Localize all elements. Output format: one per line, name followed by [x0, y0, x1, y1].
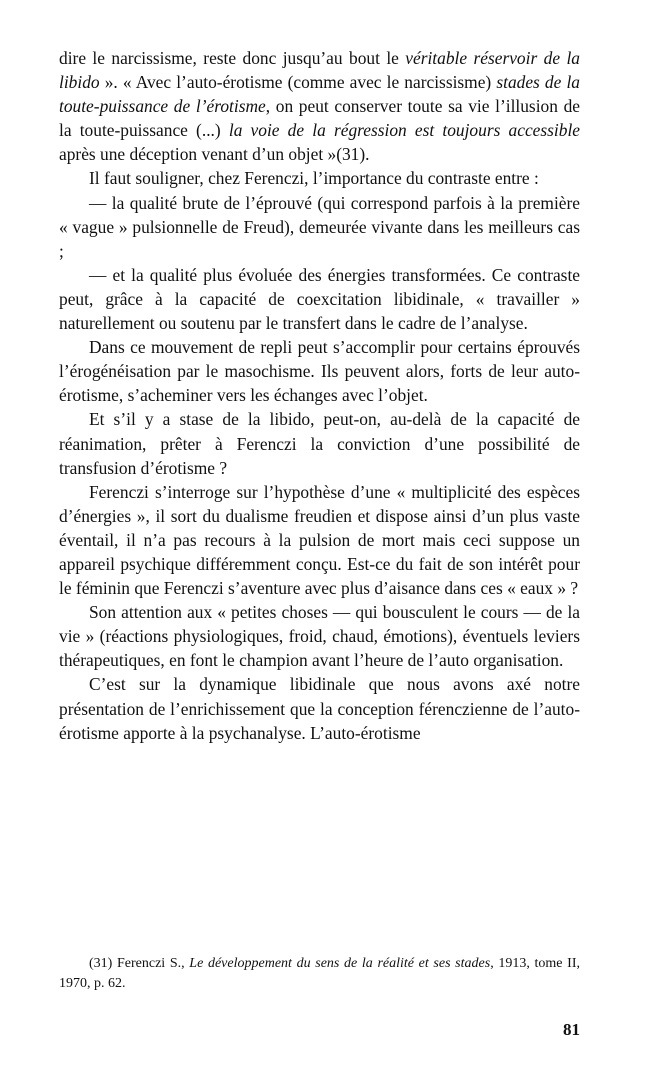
text-run: Dans ce mouvement de repli peut s’accomplir pour certains éprouvés l’érogénéisation par le masochisme. Ils peuvent alors, forts de leur auto-érotisme, s’acheminer vers les échanges avec l’objet. — [59, 337, 580, 406]
paragraph — [59, 46, 580, 166]
paragraph — [59, 166, 580, 190]
paragraph — [59, 263, 580, 335]
italic-text-run: Le développement du sens de la réalité et ses stades — [189, 956, 491, 971]
text-run: Il faut souligner, chez Ferenczi, l’importance du contraste entre : — [89, 168, 539, 189]
italic-text-run: véritable réservoir de la libido — [59, 48, 580, 93]
book-page — [59, 46, 580, 1039]
body-text — [59, 46, 580, 745]
paragraph — [59, 600, 580, 672]
text-run: (31) Ferenczi S., — [89, 956, 190, 971]
paragraph — [59, 480, 580, 600]
text-run: ». « Avec l’auto-érotisme (comme avec le narcissisme) — [99, 72, 497, 93]
text-run: après une déception venant d’un objet »(31). — [59, 144, 370, 165]
text-run: — la qualité brute de l’éprouvé (qui correspond parfois à la première « vague » pulsionnelle de Freud), demeurée vivante dans les meilleurs cas ; — [59, 192, 580, 261]
text-run: , on peut conserver toute sa vie l’illusion de la toute-puissance (...) — [59, 96, 580, 141]
text-run: C’est sur la dynamique libidinale que nous avons axé notre présentation de l’enrichissement que la conception férenczienne de l’auto-érotisme apporte à la psychanalyse. L’auto-érotisme — [59, 674, 580, 743]
paragraph — [59, 407, 580, 479]
text-run: Et s’il y a stase de la libido, peut-on, au-delà de la capacité de réanimation, prêter à Ferenczi la conviction d’une possibilité de transfusion d’érotisme ? — [59, 409, 580, 478]
page-number: 81 — [563, 1020, 580, 1039]
text-run: — et la qualité plus évoluée des énergies transformées. Ce contraste peut, grâce à la capacité de coexcitation libidinale, « travailler » naturellement ou soutenu par le transfert dans le cadre de l’analyse. — [59, 264, 580, 334]
italic-text-run: la voie de la régression est toujours accessible — [228, 120, 580, 141]
paragraph — [59, 191, 580, 263]
text-run: , 1913, tome II, 1970, p. 62. — [59, 956, 580, 991]
footnote — [59, 954, 580, 994]
footnote-text — [59, 954, 580, 994]
text-run: dire le narcissisme, reste donc jusqu’au bout le — [59, 48, 406, 68]
text-run: Ferenczi s’interroge sur l’hypothèse d’une « multiplicité des espèces d’énergies », il sort du dualisme freudien et dispose ainsi d’un plus vaste éventail, il n’a pas recours à la pulsion de mort mais ceci suppose un appareil psychique différemment conçu. Est-ce du fait de son intérêt pour le féminin que Ferenczi s’aventure avec plus d’aisance dans ces « eaux » ? — [59, 481, 580, 599]
paragraph — [59, 335, 580, 407]
paragraph — [59, 672, 580, 744]
italic-text-run: stades de la toute-puissance de l’érotisme — [59, 72, 580, 117]
text-run: Son attention aux « petites choses — qui bousculent le cours — de la vie » (réactions physiologiques, froid, chaud, émotions), éventuels leviers thérapeutiques, en font le champion avant l’heure de l’auto organisation. — [59, 602, 580, 671]
